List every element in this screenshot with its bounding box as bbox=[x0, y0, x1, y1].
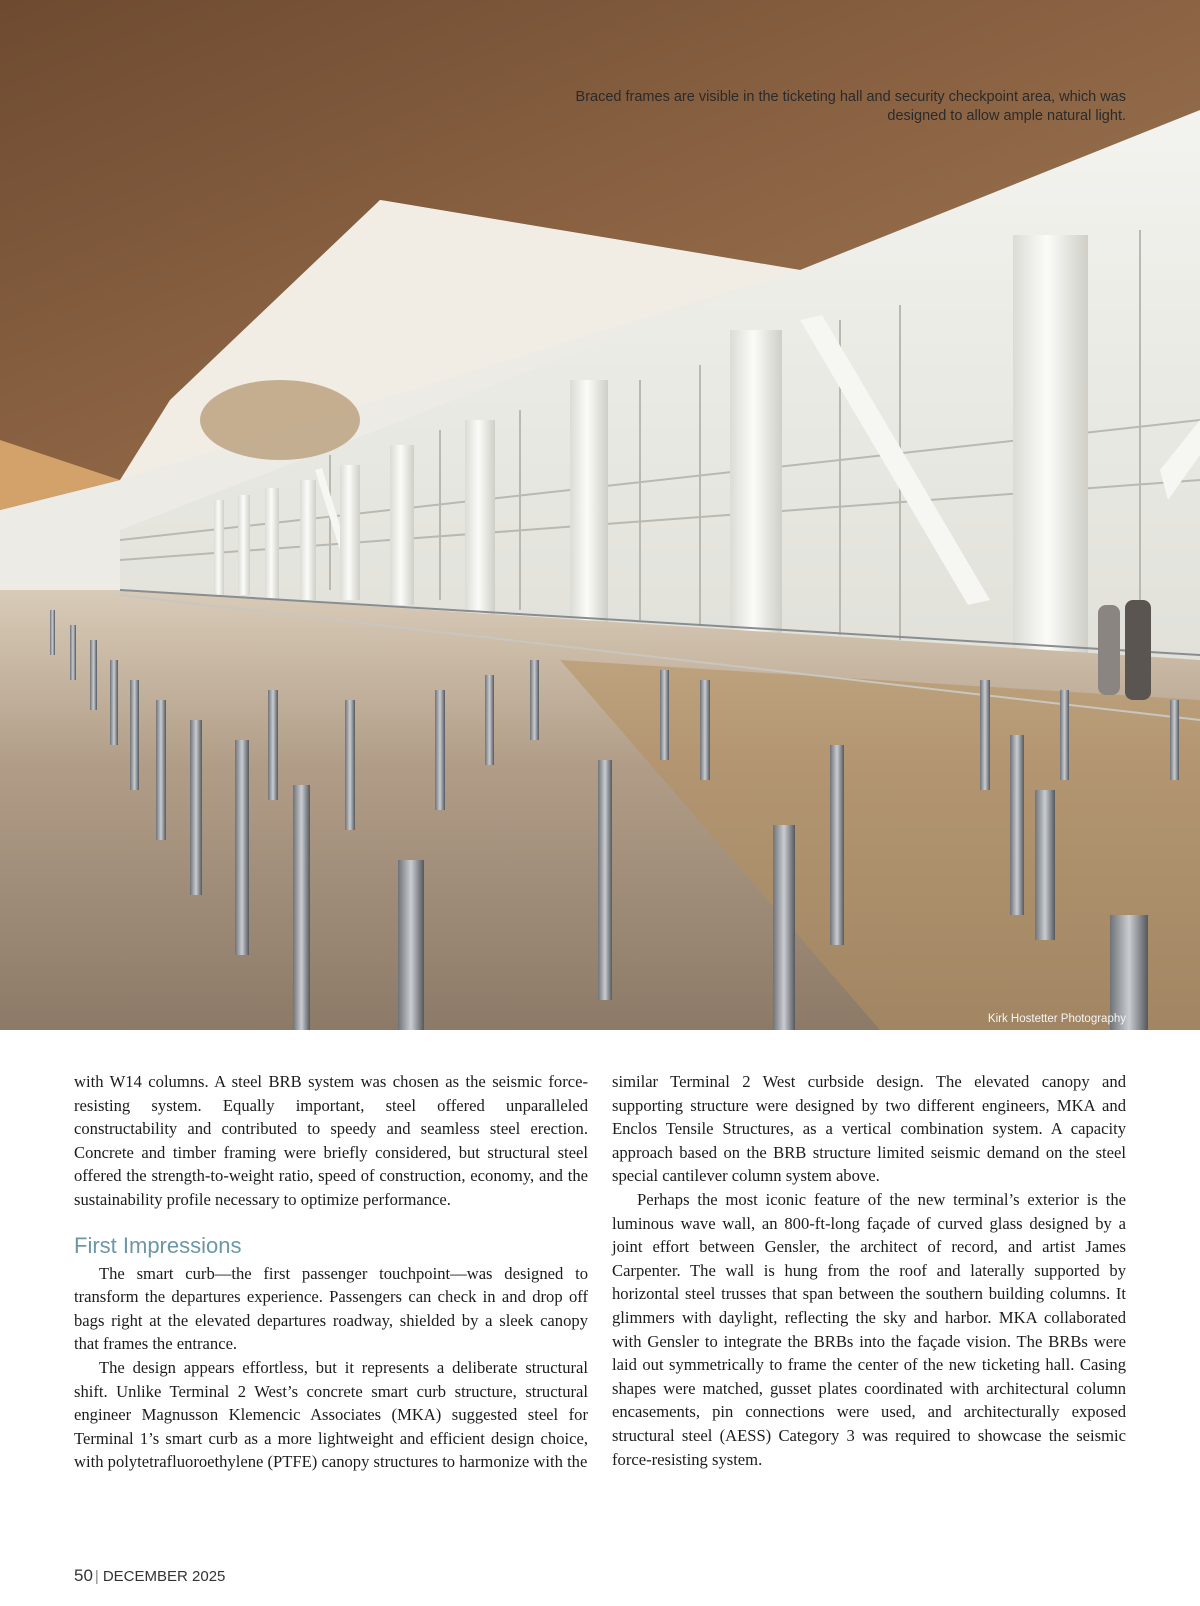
page-number: 50 bbox=[74, 1566, 93, 1585]
photo-caption: Braced frames are visible in the ticketing hall and security checkpoint area, which was designed to allow ample natural light. bbox=[575, 89, 1126, 124]
article-paragraph: The design appears effortless, but it represents a deliberate structural shift. Unlike Terminal 2 West’s concrete smart curb structure, structural engineer Magnusson Klemencic Associates (MKA) suggested steel for Terminal 1’s smart curb as a more lightweight and efficient design choice, with polytetrafluoroethylene (PTFE) canopy structures to harmonize with the bbox=[74, 1357, 588, 1472]
article-column-left bbox=[74, 1070, 588, 1474]
photo-credit: Kirk Hostetter Photography bbox=[987, 1013, 1126, 1025]
article-paragraph: Perhaps the most iconic feature of the new terminal’s exterior is the luminous wave wall, an 800-ft-long façade of curved glass designed by a joint effort between Gensler, the architect of record, and artist James Carpenter. The wall is hung from the roof and laterally supported by horizontal steel trusses that span between the southern building columns. It glimmers with daylight, reflecting the sky and harbor. MKA collaborated with Gensler to integrate the BRBs into the façade vision. The BRBs were laid out symmetrically to frame the center of the new ticketing hall. Casing shapes were matched, gusset plates coordinated with architectural column encasements, pin connections were used, and architecturally exposed structural steel (AESS) Category 3 was required to showcase the seismic force-resisting system. bbox=[612, 1189, 1126, 1469]
article-paragraph: similar Terminal 2 West curbside design. The elevated canopy and supporting structure were designed by two different engineers, MKA and Enclos Tensile Structures, as a vertical combination system. A capacity approach based on the BRB structure limited seismic demand on the steel special cantilever column system above. bbox=[612, 1072, 1126, 1186]
issue-date: DECEMBER 2025 bbox=[102, 1568, 226, 1585]
footer-separator: | bbox=[94, 1568, 99, 1585]
article-paragraph: The smart curb—the first passenger touchpoint—was designed to transform the departures experience. Passengers can check in and drop off bags right at the elevated departures roadway, shielded by a sleek canopy that frames the entrance. bbox=[74, 1263, 588, 1354]
article-column-right bbox=[612, 1070, 1126, 1471]
ceiling-sculpture bbox=[200, 380, 360, 460]
article-paragraph: with W14 columns. A steel BRB system was chosen as the seismic force-resisting system. Equally important, steel offered unparalleled constructability and contributed to speedy and seamless steel erection. Concrete and timber framing were briefly considered, but structural steel offered the strength-to-weight ratio, speed of construction, economy, and the sustainability profile necessary to optimize performance. bbox=[74, 1072, 588, 1209]
section-heading: First Impressions bbox=[74, 1232, 242, 1258]
page-footer bbox=[74, 1566, 225, 1586]
